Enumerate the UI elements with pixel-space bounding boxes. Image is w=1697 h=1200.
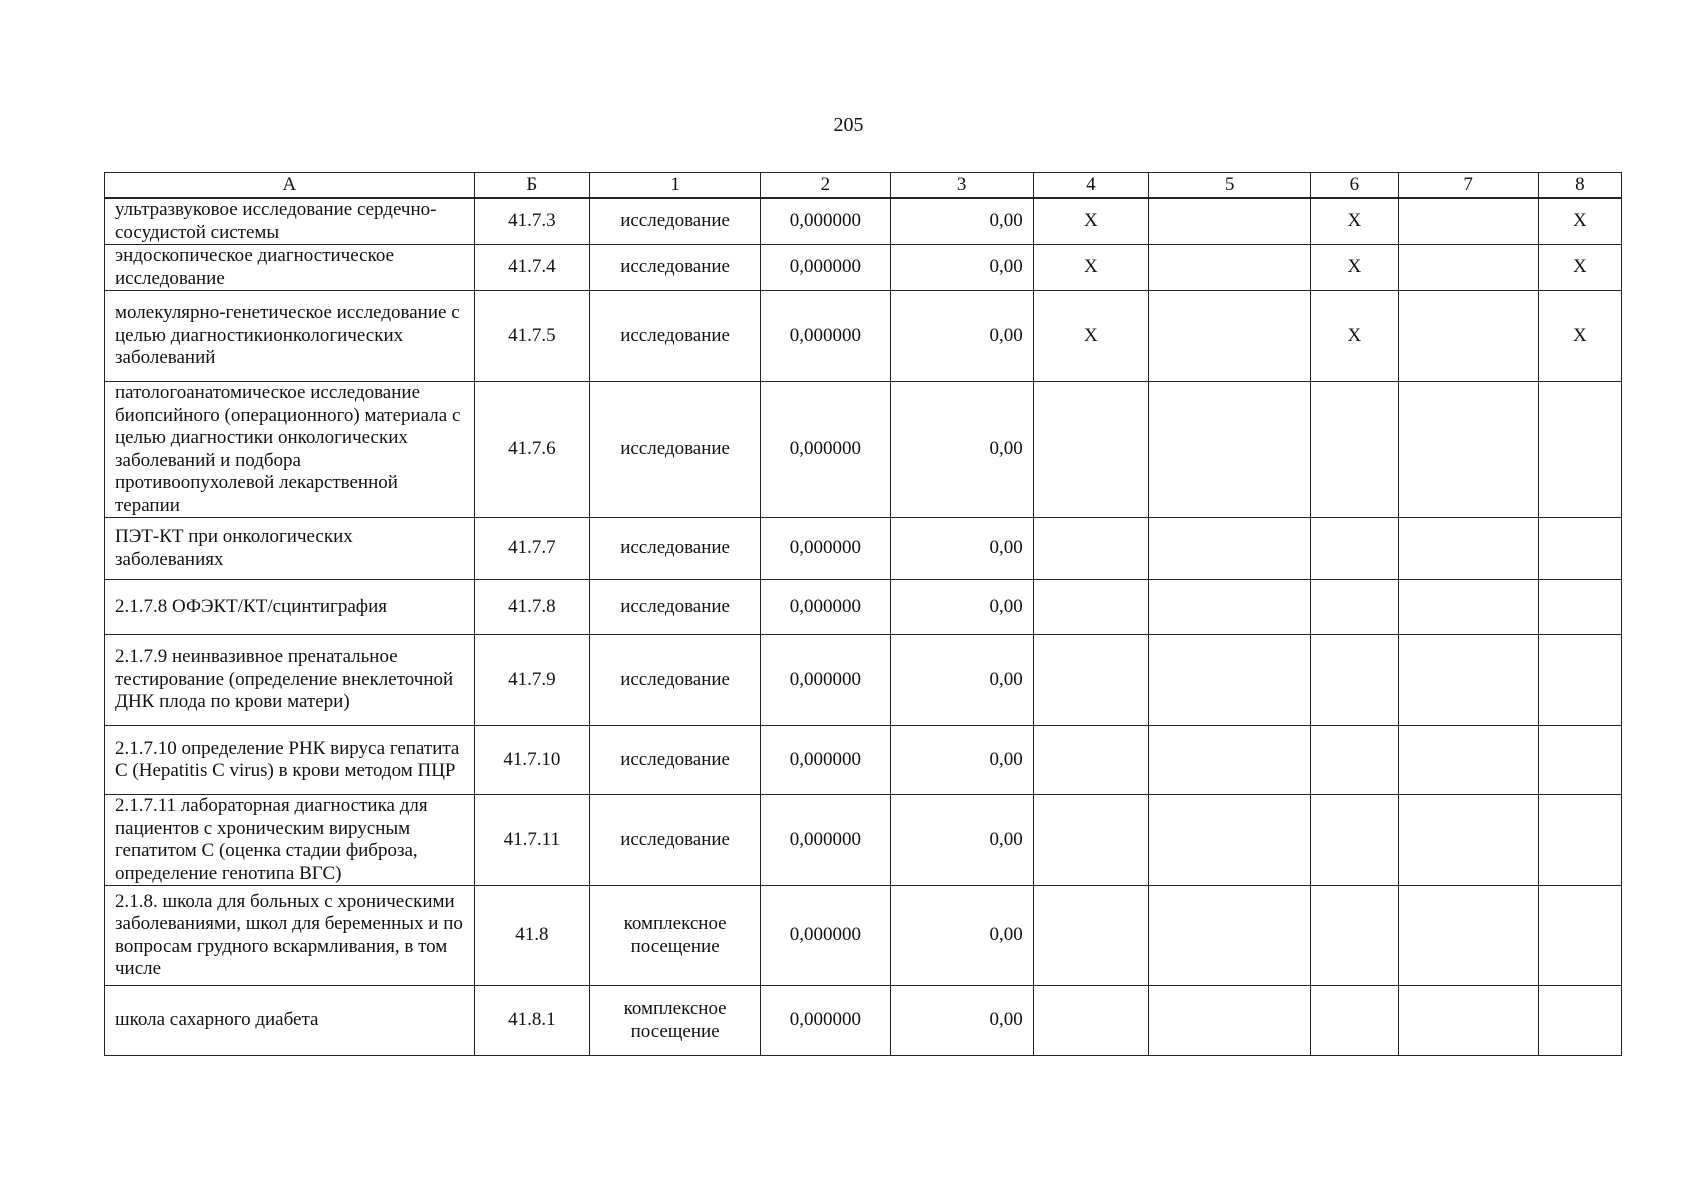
col4-cell — [1033, 986, 1148, 1056]
unit-cell: исследование — [589, 198, 760, 245]
table-row — [105, 245, 1622, 291]
code-cell: 41.8 — [474, 886, 589, 986]
code-cell: 41.7.4 — [474, 245, 589, 291]
code-cell: 41.7.10 — [474, 726, 589, 795]
description-cell: школа сахарного диабета — [105, 986, 475, 1056]
unit-cell: исследование — [589, 726, 760, 795]
unit-cell: исследование — [589, 518, 760, 580]
col5-cell — [1149, 795, 1311, 886]
column-header: 3 — [890, 173, 1033, 199]
col4-cell — [1033, 382, 1148, 518]
col7-cell — [1398, 291, 1538, 382]
column-header: 2 — [761, 173, 890, 199]
table-row — [105, 198, 1622, 245]
cost-cell: 0,00 — [890, 635, 1033, 726]
col8-cell — [1538, 518, 1621, 580]
table-row — [105, 986, 1622, 1056]
unit-cell: исследование — [589, 382, 760, 518]
col4-cell — [1033, 635, 1148, 726]
col5-cell — [1149, 580, 1311, 635]
rate-cell: 0,000000 — [761, 986, 890, 1056]
code-cell: 41.7.9 — [474, 635, 589, 726]
col8-cell — [1538, 795, 1621, 886]
col8-cell — [1538, 580, 1621, 635]
cost-cell: 0,00 — [890, 291, 1033, 382]
col8-cell — [1538, 382, 1621, 518]
table-row — [105, 580, 1622, 635]
col4-cell — [1033, 795, 1148, 886]
col8-cell — [1538, 986, 1621, 1056]
col5-cell — [1149, 382, 1311, 518]
code-cell: 41.8.1 — [474, 986, 589, 1056]
code-cell: 41.7.5 — [474, 291, 589, 382]
page-number: 205 — [833, 114, 864, 136]
column-header: 8 — [1538, 173, 1621, 199]
col6-cell — [1311, 795, 1398, 886]
col6-cell — [1311, 886, 1398, 986]
description-cell: 2.1.8. школа для больных с хроническими заболеваниями, школ для беременных и по вопросам грудного вскармливания, в том числе — [105, 886, 475, 986]
col6-cell: X — [1311, 245, 1398, 291]
col5-cell — [1149, 245, 1311, 291]
unit-cell: исследование — [589, 245, 760, 291]
unit-cell: комплексное посещение — [589, 886, 760, 986]
rate-cell: 0,000000 — [761, 291, 890, 382]
col5-cell — [1149, 726, 1311, 795]
col4-cell: X — [1033, 291, 1148, 382]
col8-cell — [1538, 726, 1621, 795]
col5-cell — [1149, 986, 1311, 1056]
rate-cell: 0,000000 — [761, 198, 890, 245]
col5-cell — [1149, 518, 1311, 580]
col6-cell — [1311, 518, 1398, 580]
col6-cell — [1311, 726, 1398, 795]
column-header: 6 — [1311, 173, 1398, 199]
table-row — [105, 291, 1622, 382]
description-cell: эндоскопическое диагностическое исследование — [105, 245, 475, 291]
col7-cell — [1398, 886, 1538, 986]
col7-cell — [1398, 795, 1538, 886]
rate-cell: 0,000000 — [761, 518, 890, 580]
unit-cell: исследование — [589, 795, 760, 886]
col8-cell — [1538, 886, 1621, 986]
cost-cell: 0,00 — [890, 886, 1033, 986]
col4-cell — [1033, 726, 1148, 795]
cost-cell: 0,00 — [890, 245, 1033, 291]
rate-cell: 0,000000 — [761, 886, 890, 986]
cost-cell: 0,00 — [890, 986, 1033, 1056]
rate-cell: 0,000000 — [761, 245, 890, 291]
col5-cell — [1149, 886, 1311, 986]
cost-cell: 0,00 — [890, 382, 1033, 518]
col7-cell — [1398, 198, 1538, 245]
col8-cell: X — [1538, 245, 1621, 291]
code-cell: 41.7.11 — [474, 795, 589, 886]
description-cell: ПЭТ-КТ при онкологических заболеваниях — [105, 518, 475, 580]
column-header: Б — [474, 173, 589, 199]
rate-cell: 0,000000 — [761, 580, 890, 635]
col4-cell: X — [1033, 245, 1148, 291]
description-cell: ультразвуковое исследование сердечно-сосудистой системы — [105, 198, 475, 245]
col7-cell — [1398, 518, 1538, 580]
cost-cell: 0,00 — [890, 795, 1033, 886]
col6-cell — [1311, 580, 1398, 635]
code-cell: 41.7.7 — [474, 518, 589, 580]
code-cell: 41.7.3 — [474, 198, 589, 245]
cost-cell: 0,00 — [890, 518, 1033, 580]
rate-cell: 0,000000 — [761, 795, 890, 886]
col5-cell — [1149, 635, 1311, 726]
code-cell: 41.7.6 — [474, 382, 589, 518]
cost-cell: 0,00 — [890, 580, 1033, 635]
description-cell: 2.1.7.10 определение РНК вируса гепатита С (Hepatitis C virus) в крови методом ПЦР — [105, 726, 475, 795]
description-cell: 2.1.7.8 ОФЭКТ/КТ/сцинтиграфия — [105, 580, 475, 635]
col7-cell — [1398, 580, 1538, 635]
rate-cell: 0,000000 — [761, 726, 890, 795]
col5-cell — [1149, 198, 1311, 245]
unit-cell: исследование — [589, 635, 760, 726]
column-header: А — [105, 173, 475, 199]
col7-cell — [1398, 726, 1538, 795]
col4-cell — [1033, 580, 1148, 635]
col5-cell — [1149, 291, 1311, 382]
col4-cell — [1033, 886, 1148, 986]
description-cell: 2.1.7.11 лабораторная диагностика для пациентов с хроническим вирусным гепатитом С (оценка стадии фиброза, определение генотипа ВГС) — [105, 795, 475, 886]
table-row — [105, 795, 1622, 886]
rate-cell: 0,000000 — [761, 382, 890, 518]
cost-cell: 0,00 — [890, 726, 1033, 795]
table-row — [105, 635, 1622, 726]
col7-cell — [1398, 382, 1538, 518]
col6-cell — [1311, 635, 1398, 726]
header-row — [105, 173, 1622, 199]
data-table — [104, 172, 1622, 1056]
col8-cell — [1538, 635, 1621, 726]
table-row — [105, 518, 1622, 580]
col8-cell: X — [1538, 291, 1621, 382]
col6-cell — [1311, 986, 1398, 1056]
unit-cell: исследование — [589, 580, 760, 635]
col7-cell — [1398, 986, 1538, 1056]
description-cell: молекулярно-генетическое исследование с целью диагностикионкологических заболеваний — [105, 291, 475, 382]
table-row — [105, 382, 1622, 518]
column-header: 5 — [1149, 173, 1311, 199]
table-row — [105, 726, 1622, 795]
code-cell: 41.7.8 — [474, 580, 589, 635]
unit-cell: исследование — [589, 291, 760, 382]
rate-cell: 0,000000 — [761, 635, 890, 726]
column-header: 1 — [589, 173, 760, 199]
col6-cell: X — [1311, 198, 1398, 245]
column-header: 7 — [1398, 173, 1538, 199]
column-header: 4 — [1033, 173, 1148, 199]
description-cell: патологоанатомическое исследование биопсийного (операционного) материала с целью диагностики онкологических заболеваний и подбора противоопухолевой лекарственной терапии — [105, 382, 475, 518]
col6-cell: X — [1311, 291, 1398, 382]
table-row — [105, 886, 1622, 986]
cost-cell: 0,00 — [890, 198, 1033, 245]
col4-cell: X — [1033, 198, 1148, 245]
col8-cell: X — [1538, 198, 1621, 245]
col7-cell — [1398, 635, 1538, 726]
unit-cell: комплексное посещение — [589, 986, 760, 1056]
col4-cell — [1033, 518, 1148, 580]
col6-cell — [1311, 382, 1398, 518]
col7-cell — [1398, 245, 1538, 291]
description-cell: 2.1.7.9 неинвазивное пренатальное тестирование (определение внеклеточной ДНК плода по крови матери) — [105, 635, 475, 726]
